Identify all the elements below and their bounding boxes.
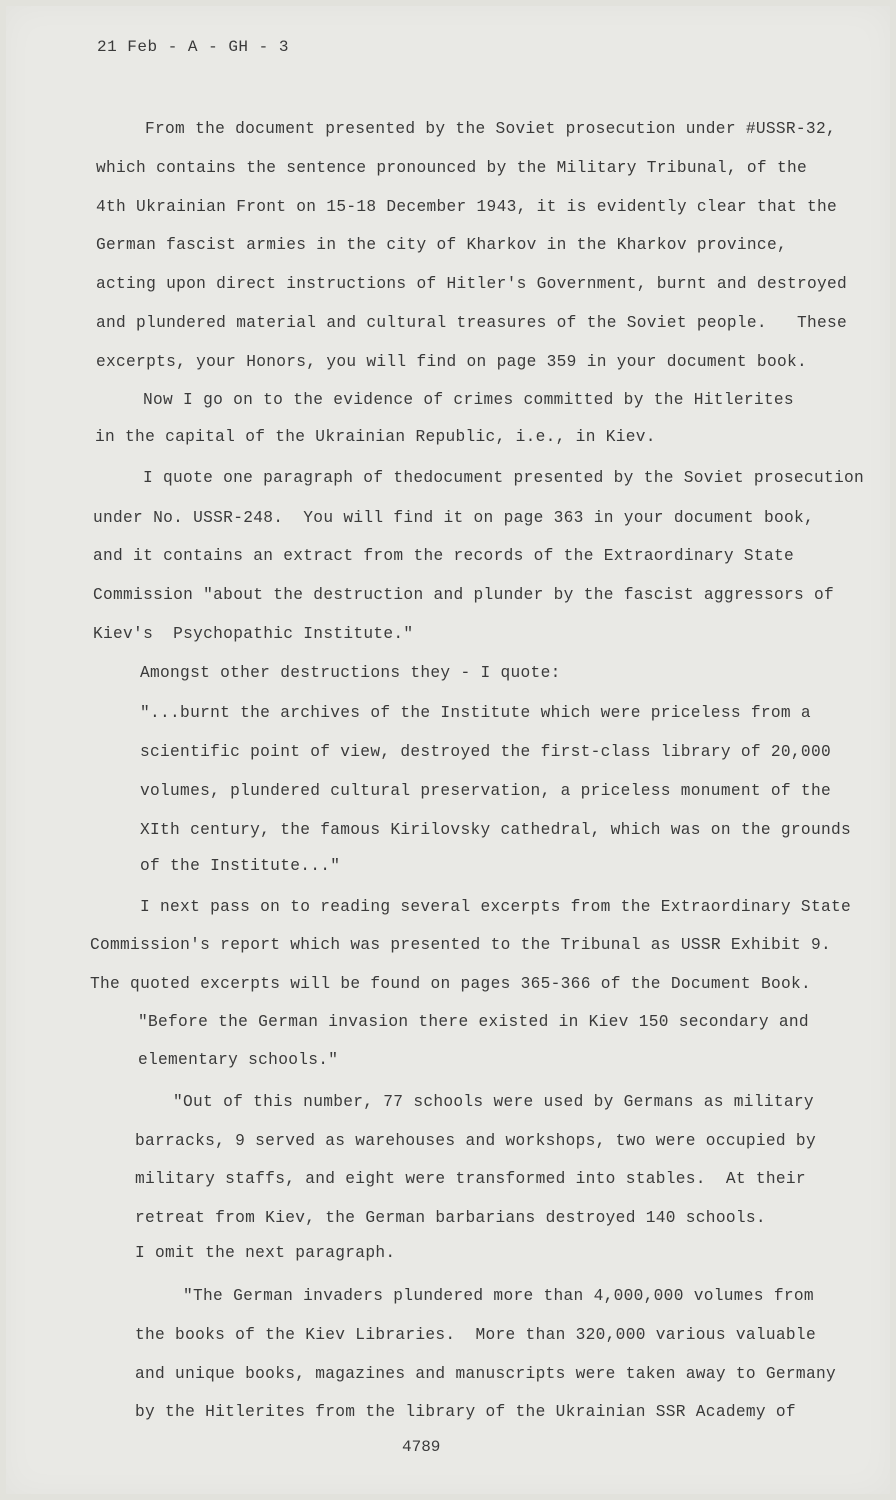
- text-line: and it contains an extract from the records of the Extraordinary State: [93, 547, 794, 565]
- text-line: From the document presented by the Soviet prosecution under #USSR-32,: [145, 120, 836, 138]
- text-line: retreat from Kiev, the German barbarians destroyed 140 schools.: [135, 1209, 766, 1227]
- text-line: elementary schools.": [138, 1051, 339, 1069]
- text-line: The quoted excerpts will be found on pages 365-366 of the Document Book.: [90, 975, 812, 993]
- text-line: acting upon direct instructions of Hitler's Government, burnt and destroyed: [96, 275, 848, 293]
- text-line: by the Hitlerites from the library of the Ukrainian SSR Academy of: [135, 1403, 796, 1421]
- text-line: I quote one paragraph of thedocument presented by the Soviet prosecution: [143, 469, 865, 487]
- text-line: under No. USSR-248. You will find it on page 363 in your document book,: [93, 509, 815, 527]
- page-number: 4789: [402, 1438, 441, 1456]
- text-line: I next pass on to reading several excerpts from the Extraordinary State: [140, 898, 851, 916]
- text-line: XIth century, the famous Kirilovsky cathedral, which was on the grounds: [140, 821, 851, 839]
- text-line: Amongst other destructions they - I quote:: [140, 664, 561, 682]
- text-line: in the capital of the Ukrainian Republic, i.e., in Kiev.: [95, 428, 656, 446]
- text-line: of the Institute...": [140, 857, 341, 875]
- text-line: I omit the next paragraph.: [135, 1244, 396, 1262]
- page-header: 21 Feb - A - GH - 3: [97, 38, 289, 56]
- text-line: and plundered material and cultural treasures of the Soviet people. These: [96, 314, 848, 332]
- text-line: Kiev's Psychopathic Institute.": [93, 625, 414, 643]
- text-line: "Out of this number, 77 schools were used by Germans as military: [173, 1093, 814, 1111]
- text-line: volumes, plundered cultural preservation, a priceless monument of the: [140, 782, 831, 800]
- text-line: German fascist armies in the city of Kharkov in the Kharkov province,: [96, 236, 787, 254]
- text-line: the books of the Kiev Libraries. More than 320,000 various valuable: [135, 1326, 816, 1344]
- text-line: 4th Ukrainian Front on 15-18 December 1943, it is evidently clear that the: [96, 198, 838, 216]
- text-line: and unique books, magazines and manuscripts were taken away to Germany: [135, 1365, 836, 1383]
- text-line: Commission "about the destruction and plunder by the fascist aggressors of: [93, 586, 835, 604]
- text-line: "Before the German invasion there existed in Kiev 150 secondary and: [138, 1013, 809, 1031]
- text-line: excerpts, your Honors, you will find on page 359 in your document book.: [96, 353, 807, 371]
- text-line: "...burnt the archives of the Institute which were priceless from a: [140, 704, 811, 722]
- text-line: Now I go on to the evidence of crimes committed by the Hitlerites: [143, 391, 794, 409]
- text-line: Commission's report which was presented to the Tribunal as USSR Exhibit 9.: [90, 936, 832, 954]
- text-line: barracks, 9 served as warehouses and workshops, two were occupied by: [135, 1132, 816, 1150]
- text-line: military staffs, and eight were transformed into stables. At their: [135, 1170, 806, 1188]
- text-line: scientific point of view, destroyed the first-class library of 20,000: [140, 743, 831, 761]
- text-line: which contains the sentence pronounced by the Military Tribunal, of the: [96, 159, 807, 177]
- text-line: "The German invaders plundered more than 4,000,000 volumes from: [183, 1287, 814, 1305]
